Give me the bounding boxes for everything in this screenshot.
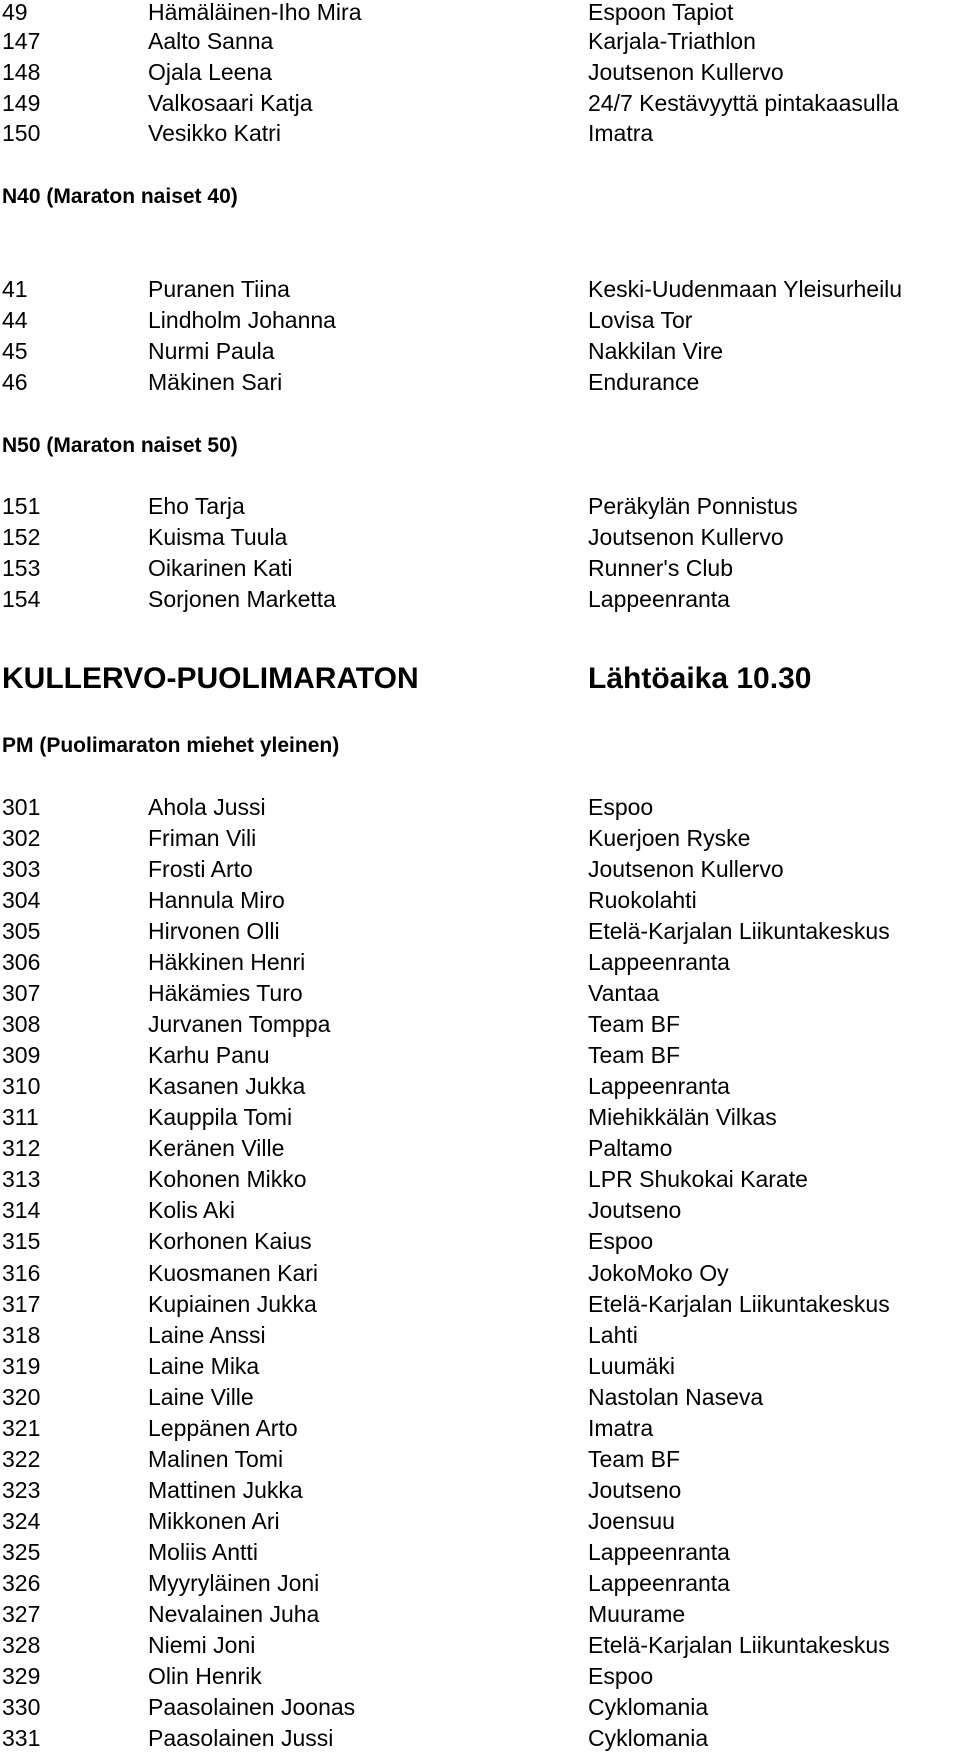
list-item: [0, 1692, 960, 1723]
list-item: [0, 584, 960, 615]
runner-club: Vantaa: [588, 980, 660, 1007]
runner-club: JokoMoko Oy: [588, 1259, 729, 1286]
runner-club: Kuerjoen Ryske: [588, 825, 751, 851]
list-item: [0, 1289, 960, 1320]
start-time: Lähtöaika 10.30: [588, 662, 812, 695]
runner-name: Korhonen Kaius: [148, 1228, 312, 1255]
runner-name: Kolis Aki: [148, 1197, 235, 1224]
runner-club: Nastolan Naseva: [588, 1383, 764, 1410]
list-item: [0, 1071, 960, 1102]
bib-number: 325: [2, 1538, 41, 1565]
runner-name: Kasanen Jukka: [148, 1073, 306, 1100]
runner-club: Imatra: [588, 120, 654, 146]
runner-club: Espoo: [588, 794, 654, 820]
runner-club: Miehikkälän Vilkas: [588, 1104, 777, 1131]
list-item: [0, 88, 960, 119]
runner-name: Kuosmanen Kari: [148, 1259, 319, 1286]
runner-club: Cyklomania: [588, 1724, 709, 1751]
runner-name: Frosti Arto: [148, 856, 253, 883]
runner-name: Vesikko Katri: [148, 120, 281, 146]
list-item: [0, 1506, 960, 1537]
runner-name: Jurvanen Tomppa: [148, 1011, 331, 1038]
list-item: [0, 491, 960, 522]
runner-club: Luumäki: [588, 1352, 675, 1379]
runner-name: Moliis Antti: [148, 1538, 258, 1565]
bib-number: 307: [2, 980, 41, 1007]
runner-club: Joutsenon Kullervo: [588, 59, 784, 85]
list-item: [0, 1040, 960, 1071]
runner-name: Eho Tarja: [148, 493, 245, 519]
runner-club: Lappeenranta: [588, 1569, 730, 1596]
list-item: [0, 118, 960, 149]
list-item: [0, 1133, 960, 1164]
list-item: [0, 916, 960, 947]
list-item: [0, 854, 960, 885]
list-item: [0, 1102, 960, 1133]
bib-number: 330: [2, 1693, 41, 1720]
runner-club: Joutsenon Kullervo: [588, 856, 784, 883]
runner-club: Lappeenranta: [588, 1538, 730, 1565]
bib-number: 319: [2, 1352, 41, 1379]
list-item: [0, 26, 960, 57]
bib-number: 321: [2, 1414, 41, 1441]
runner-name: Malinen Tomi: [148, 1445, 284, 1472]
runner-club: Joensuu: [588, 1507, 675, 1534]
runner-club: Etelä-Karjalan Liikuntakeskus: [588, 1290, 890, 1317]
runner-name: Mäkinen Sari: [148, 369, 283, 395]
bib-number: 41: [2, 276, 28, 302]
list-item: [0, 336, 960, 367]
bib-number: 304: [2, 887, 41, 914]
runner-name: Valkosaari Katja: [148, 90, 313, 116]
list-item: [0, 1258, 960, 1289]
runner-club: Lahti: [588, 1321, 638, 1348]
list-item: [0, 792, 960, 823]
runner-name: Friman Vili: [148, 825, 257, 851]
bib-number: 310: [2, 1073, 41, 1100]
runner-club: Team BF: [588, 1011, 681, 1038]
bib-number: 328: [2, 1631, 41, 1658]
bib-number: 302: [2, 825, 41, 851]
runner-name: Aalto Sanna: [148, 28, 274, 54]
bib-number: 315: [2, 1228, 41, 1255]
list-item: [0, 1195, 960, 1226]
runner-club: Espoon Tapiot: [588, 0, 734, 25]
runner-name: Paasolainen Joonas: [148, 1693, 356, 1720]
runner-name: Laine Ville: [148, 1383, 254, 1410]
bib-number: 305: [2, 918, 41, 945]
list-item: [0, 1444, 960, 1475]
runner-name: Oikarinen Kati: [148, 555, 293, 581]
runner-club: Runner's Club: [588, 555, 734, 581]
runner-club: Etelä-Karjalan Liikuntakeskus: [588, 1631, 890, 1658]
runner-club: Team BF: [588, 1445, 681, 1472]
bib-number: 151: [2, 493, 41, 519]
runner-club: Endurance: [588, 369, 700, 395]
runner-club: Paltamo: [588, 1135, 673, 1162]
bib-number: 147: [2, 28, 41, 54]
runner-name: Kuisma Tuula: [148, 524, 288, 550]
bib-number: 313: [2, 1166, 41, 1193]
list-item: [0, 57, 960, 88]
runner-club: Muurame: [588, 1600, 686, 1627]
runner-club: LPR Shukokai Karate: [588, 1166, 808, 1193]
runner-name: Mattinen Jukka: [148, 1476, 303, 1503]
bib-number: 306: [2, 949, 41, 976]
bib-number: 46: [2, 369, 28, 395]
runner-name: Laine Anssi: [148, 1321, 266, 1348]
runner-name: Karhu Panu: [148, 1042, 270, 1069]
list-item: [0, 1226, 960, 1257]
category-heading: PM (Puolimaraton miehet yleinen): [2, 734, 340, 757]
list-item: [0, 823, 960, 854]
category-heading: N40 (Maraton naiset 40): [2, 185, 238, 208]
list-item: [0, 305, 960, 336]
runner-name: Nurmi Paula: [148, 338, 275, 364]
runner-name: Hannula Miro: [148, 887, 285, 914]
bib-number: 308: [2, 1011, 41, 1038]
list-item: [0, 367, 960, 398]
runner-name: Paasolainen Jussi: [148, 1724, 334, 1751]
race-title: KULLERVO-PUOLIMARATON: [2, 662, 419, 695]
runner-name: Häkkinen Henri: [148, 949, 306, 976]
runner-club: Lovisa Tor: [588, 307, 693, 333]
list-item: [0, 1475, 960, 1506]
bib-number: 152: [2, 524, 41, 550]
runner-club: Joutsenon Kullervo: [588, 524, 784, 550]
bib-number: 303: [2, 856, 41, 883]
runner-club: 24/7 Kestävyyttä pintakaasulla: [588, 90, 899, 116]
list-item: [0, 1599, 960, 1630]
list-item: [0, 1537, 960, 1568]
runner-name: Sorjonen Marketta: [148, 586, 336, 612]
bib-number: 317: [2, 1290, 41, 1317]
bib-number: 311: [2, 1104, 39, 1131]
list-item: [0, 1351, 960, 1382]
runner-name: Hirvonen Olli: [148, 918, 280, 945]
runner-name: Laine Mika: [148, 1352, 260, 1379]
runner-club: Ruokolahti: [588, 887, 697, 914]
runner-name: Nevalainen Juha: [148, 1600, 320, 1627]
runner-name: Kupiainen Jukka: [148, 1290, 317, 1317]
runner-name: Olin Henrik: [148, 1662, 262, 1689]
bib-number: 314: [2, 1197, 41, 1224]
list-item: [0, 1568, 960, 1599]
runner-club: Team BF: [588, 1042, 681, 1069]
runner-club: Lappeenranta: [588, 949, 730, 976]
runner-club: Etelä-Karjalan Liikuntakeskus: [588, 918, 890, 945]
bib-number: 327: [2, 1600, 41, 1627]
runner-name: Hämäläinen-Iho Mira: [148, 0, 362, 25]
runner-club: Espoo: [588, 1228, 654, 1255]
runner-name: Lindholm Johanna: [148, 307, 336, 333]
bib-number: 320: [2, 1383, 41, 1410]
bib-number: 149: [2, 90, 41, 116]
runner-name: Mikkonen Ari: [148, 1507, 280, 1534]
runner-club: Keski-Uudenmaan Yleisurheilu: [588, 276, 903, 302]
bib-number: 312: [2, 1135, 41, 1162]
bib-number: 318: [2, 1321, 41, 1348]
list-item: [0, 947, 960, 978]
list-item: [0, 1009, 960, 1040]
list-item: [0, 885, 960, 916]
runner-name: Ahola Jussi: [148, 794, 266, 820]
bib-number: 153: [2, 555, 41, 581]
runner-name: Keränen Ville: [148, 1135, 285, 1162]
bib-number: 323: [2, 1476, 41, 1503]
list-item: [0, 1630, 960, 1661]
bib-number: 44: [2, 307, 28, 333]
list-item: [0, 0, 960, 28]
bib-number: 45: [2, 338, 28, 364]
list-item: [0, 553, 960, 584]
runner-name: Kohonen Mikko: [148, 1166, 307, 1193]
runner-club: Lappeenranta: [588, 586, 730, 612]
runner-name: Puranen Tiina: [148, 276, 290, 302]
bib-number: 329: [2, 1662, 41, 1689]
runner-name: Kauppila Tomi: [148, 1104, 293, 1131]
list-item: [0, 978, 960, 1009]
bib-number: 309: [2, 1042, 41, 1069]
bib-number: 322: [2, 1445, 41, 1472]
runner-club: Cyklomania: [588, 1693, 709, 1720]
bib-number: 326: [2, 1569, 41, 1596]
runner-club: Nakkilan Vire: [588, 338, 724, 364]
runner-club: Karjala-Triathlon: [588, 28, 756, 54]
runner-name: Niemi Joni: [148, 1631, 256, 1658]
runner-club: Peräkylän Ponnistus: [588, 493, 798, 519]
runner-club: Joutseno: [588, 1197, 682, 1224]
runner-name: Myyryläinen Joni: [148, 1569, 320, 1596]
list-item: [0, 522, 960, 553]
runner-name: Häkämies Turo: [148, 980, 303, 1007]
bib-number: 49: [2, 0, 28, 25]
bib-number: 148: [2, 59, 41, 85]
list-item: [0, 1320, 960, 1351]
bib-number: 331: [2, 1724, 41, 1751]
list-item: [0, 274, 960, 305]
list-item: [0, 1723, 960, 1754]
runner-club: Espoo: [588, 1662, 654, 1689]
runner-name: Leppänen Arto: [148, 1414, 298, 1441]
bib-number: 154: [2, 586, 41, 612]
bib-number: 324: [2, 1507, 41, 1534]
bib-number: 150: [2, 120, 41, 146]
category-heading: N50 (Maraton naiset 50): [2, 434, 238, 457]
list-item: [0, 1661, 960, 1692]
bib-number: 301: [2, 794, 41, 820]
runner-club: Imatra: [588, 1414, 654, 1441]
list-item: [0, 1413, 960, 1444]
runner-club: Lappeenranta: [588, 1073, 730, 1100]
runner-club: Joutseno: [588, 1476, 682, 1503]
list-item: [0, 1382, 960, 1413]
runner-name: Ojala Leena: [148, 59, 273, 85]
bib-number: 316: [2, 1259, 41, 1286]
list-item: [0, 1164, 960, 1195]
